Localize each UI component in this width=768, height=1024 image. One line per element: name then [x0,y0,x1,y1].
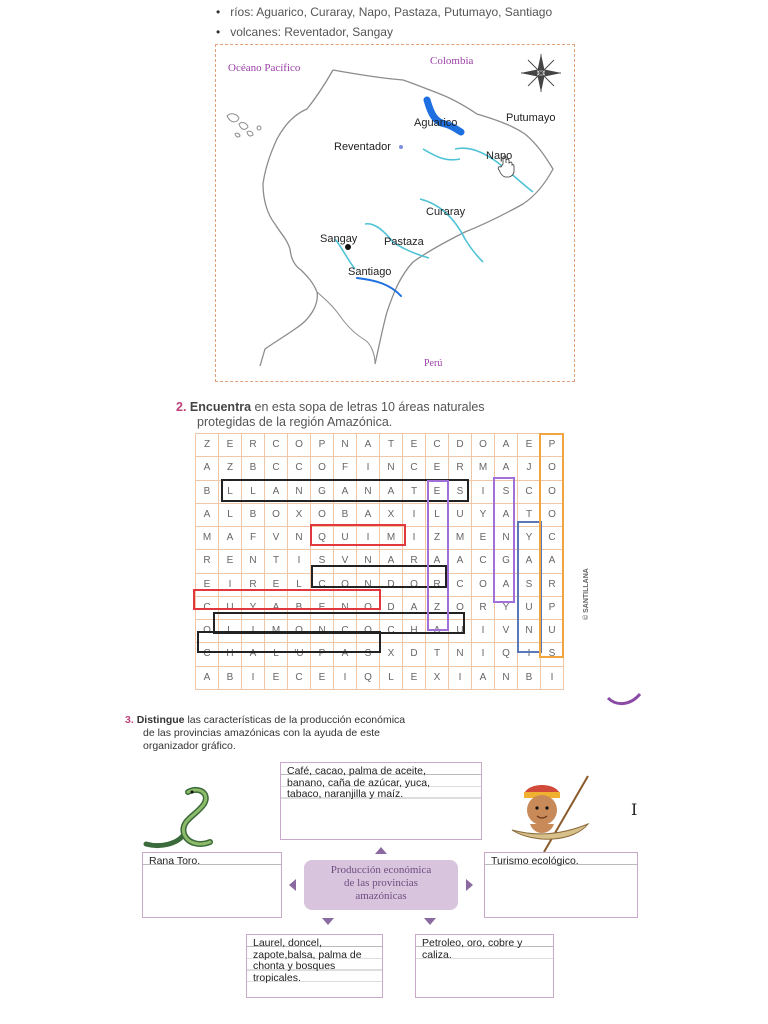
grid-cell: O [541,457,564,480]
grid-cell: C [380,620,403,643]
grid-cell: O [357,597,380,620]
grid-cell: R [196,550,219,573]
grid-cell: I [288,550,311,573]
grid-cell: L [219,504,242,527]
section3-title [125,714,405,753]
grid-cell: P [541,597,564,620]
box-forestry-text [247,935,382,987]
grid-cell: H [403,620,426,643]
grid-cell: N [311,620,334,643]
grid-cell: A [495,504,518,527]
compass-rose [521,54,561,92]
grid-cell: R [403,550,426,573]
grid-cell: I [242,667,265,690]
grid-cell: C [518,481,541,504]
box-forestry-line-3: chonta y bosques [253,960,336,972]
grid-cell: O [196,620,219,643]
arrow-down-right-icon [424,918,436,925]
grid-cell: I [472,620,495,643]
grid-cell: S [495,481,518,504]
grid-cell: L [288,574,311,597]
grid-cell: N [380,457,403,480]
grid-cell: Q [357,667,380,690]
grid-cell: C [334,620,357,643]
box-agriculture-text [281,763,481,804]
grid-cell: N [357,481,380,504]
box-mining [415,934,554,998]
arrow-up-icon [375,847,387,854]
center-topic-line-2: de las provincias [344,877,418,889]
grid-cell: R [242,434,265,457]
grid-cell: A [541,550,564,573]
grid-cell: Q [495,643,518,666]
grid-cell: A [426,620,449,643]
grid-cell: M [449,527,472,550]
grid-cell: R [472,597,495,620]
section2-title [176,400,485,430]
grid-cell: N [334,434,357,457]
section2-title-line2: protegidas de la región Amazónica. [197,415,393,429]
text-cursor-icon: I [631,800,638,819]
grid-cell: C [426,434,449,457]
section3-title-rest: las características de la producción económica [184,714,406,726]
grid-cell: T [403,481,426,504]
box-mining-line-1: Petroleo, oro, cobre y [422,937,523,949]
grid-cell: M [196,527,219,550]
grid-cell: C [472,550,495,573]
grid-cell: C [541,527,564,550]
arrow-right-icon [466,879,473,891]
southern-border [317,292,375,364]
grid-cell: A [357,504,380,527]
grid-cell: N [334,597,357,620]
grid-cell: I [334,667,357,690]
grid-cell: V [265,527,288,550]
grid-cell: T [265,550,288,573]
grid-cell: B [242,504,265,527]
grid-cell: N [495,527,518,550]
grid-cell: Z [426,597,449,620]
grid-cell: B [219,667,242,690]
grid-cell: E [219,434,242,457]
grid-cell: U [219,597,242,620]
word-search-grid [195,433,564,690]
grid-cell: R [541,574,564,597]
grid-cell: A [495,457,518,480]
grid-cell: A [265,481,288,504]
grid-cell: B [518,667,541,690]
grid-cell: P [541,434,564,457]
grid-cell: N [449,643,472,666]
grid-cell: A [196,667,219,690]
box-forestry [246,934,383,998]
grid-cell: D [449,434,472,457]
grid-cell: E [265,667,288,690]
grid-cell: R [242,574,265,597]
grid-cell: H [219,643,242,666]
grid-cell: C [265,434,288,457]
grid-cell: E [472,527,495,550]
reventador-marker [399,145,403,149]
grid-cell: C [265,457,288,480]
grid-cell: 'U [288,643,311,666]
grid-cell: E [196,574,219,597]
map-label-colombia: Colombia [430,55,474,67]
grid-cell: E [219,550,242,573]
grid-cell: O [449,597,472,620]
map-label-napo: Napo [486,150,513,162]
grid-cell: S [357,643,380,666]
grid-cell: A [196,504,219,527]
grid-cell: E [403,434,426,457]
grid-cell: I [403,504,426,527]
grid-cell: L [219,481,242,504]
grid-cell: X [380,504,403,527]
grid-cell: L [380,667,403,690]
grid-cell: O [311,504,334,527]
grid-cell: S [541,643,564,666]
grid-cell: A [334,481,357,504]
box-mining-line-2: caliza. [422,948,452,961]
center-topic-line-3: amazónicas [355,890,407,902]
grid-cell: E [403,667,426,690]
grid-cell: I [541,667,564,690]
grid-cell: A [495,434,518,457]
grid-cell: O [357,620,380,643]
grid-cell: S [311,550,334,573]
grid-cell: I [518,643,541,666]
grid-cell: E [518,434,541,457]
grid-cell: E [426,457,449,480]
grid-cell: M [380,527,403,550]
center-topic-box [304,860,458,910]
grid-cell: N [242,550,265,573]
grid-cell: Z [426,527,449,550]
arrow-left-icon [289,879,296,891]
box-fauna [142,852,282,918]
map-label-pastaza: Pastaza [384,236,424,248]
arrow-down-left-icon [322,918,334,925]
center-topic-line-1: Producción económica [330,864,432,876]
grid-cell: Z [219,457,242,480]
grid-cell: A [495,574,518,597]
section3-title-line3: organizador gráfico. [143,740,236,752]
box-fauna-text: Rana Toro. [143,853,281,871]
grid-cell: Z [196,434,219,457]
section2-title-rest: en esta sopa de letras 10 áreas naturales [251,400,485,414]
map-label-santiago: Santiago [348,266,392,278]
grid-cell: J [518,457,541,480]
grid-cell: C [196,643,219,666]
grid-cell: O [541,481,564,504]
box-forestry-line-4: tropicales. [253,971,301,984]
grid-cell: C [288,667,311,690]
ecuador-map [215,44,575,382]
grid-cell: C [288,457,311,480]
grid-cell: A [219,527,242,550]
box-tourism [484,852,638,918]
section3-number: 3. [125,714,134,726]
box-agriculture-line-2: banano, caña de azúcar, yuca, [287,776,431,789]
box-agriculture [280,762,482,840]
grid-cell: X [288,504,311,527]
grid-cell: T [426,643,449,666]
grid-cell: U [541,620,564,643]
grid-cell: L [265,643,288,666]
grid-cell: L [242,481,265,504]
grid-cell: B [288,597,311,620]
grid-cell: D [380,574,403,597]
grid-cell: F [334,457,357,480]
grid-cell: A [357,434,380,457]
bullet-rivers: • ríos: Aguarico, Curaray, Napo, Pastaza, Putumayo, Santiago [216,2,552,22]
section2-title-bold: Encuentra [189,400,252,414]
box-mining-text [416,935,553,964]
grid-cell: A [518,550,541,573]
copyright-text: © SANTILLANA [583,568,590,620]
grid-cell: Y [495,597,518,620]
grid-cell: I [449,667,472,690]
map-label-sangay: Sangay [320,233,358,245]
grid-cell: P [311,434,334,457]
grid-cell: M [472,457,495,480]
map-label-curaray: Curaray [426,206,466,218]
galapagos-islands [227,114,261,137]
grid-cell: A [380,481,403,504]
map-label-putumayo: Putumayo [506,112,556,124]
grid-cell: O [311,457,334,480]
grid-cell: I [357,457,380,480]
river-napo-a [423,149,460,160]
grid-cell: V [495,620,518,643]
grid-cell: O [472,434,495,457]
grid-cell: E [265,574,288,597]
grid-cell: N [495,667,518,690]
grid-cell: G [495,550,518,573]
grid-cell: Y [242,597,265,620]
map-label-peru: Perú [424,358,443,369]
grid-cell: E [311,597,334,620]
child-illustration [504,772,600,854]
grid-cell: R [449,457,472,480]
grid-cell: L [426,504,449,527]
box-tourism-text: Turismo ecológico. [485,853,637,871]
grid-cell: U [449,504,472,527]
grid-cell: C [449,574,472,597]
grid-cell: D [403,643,426,666]
grid-cell: E [311,667,334,690]
grid-cell: I [403,527,426,550]
box-agriculture-line-1: Café, cacao, palma de aceite, [287,765,426,777]
grid-cell: I [219,574,242,597]
grid-cell: C [403,457,426,480]
grid-cell: U [334,527,357,550]
grid-cell: O [403,574,426,597]
grid-cell: N [288,527,311,550]
grid-cell: D [380,597,403,620]
grid-cell: X [426,667,449,690]
grid-cell: P [311,643,334,666]
grid-cell: O [288,434,311,457]
grid-cell: Y [518,527,541,550]
grid-cell: Y [472,504,495,527]
section2-number: 2. [176,400,187,414]
grid-cell: L [219,620,242,643]
grid-cell: T [380,434,403,457]
box-agriculture-line-3: tabaco, naranjilla y maíz. [287,788,404,800]
grid-cell: A [380,550,403,573]
grid-cell: B [242,457,265,480]
bullet-volcanoes: • volcanes: Reventador, Sangay [216,22,552,42]
grid-cell: N [518,620,541,643]
grid-cell: B [334,504,357,527]
grid-cell: X [380,643,403,666]
grid-cell: A [403,597,426,620]
grid-cell: S [449,481,472,504]
grid-cell: U [449,620,472,643]
grid-cell: N [357,550,380,573]
grid-cell: V [334,550,357,573]
grid-cell: T [518,504,541,527]
box-forestry-line-1: Laurel, doncel, [253,937,322,949]
section3-title-bold: Distingue [136,714,185,726]
grid-cell: I [357,527,380,550]
grid-cell: O [288,620,311,643]
grid-cell: I [472,481,495,504]
grid-cell: A [265,597,288,620]
map-label-reventador: Reventador [334,141,391,153]
grid-cell: O [265,504,288,527]
grid-cell: N [288,481,311,504]
grid-cell: A [334,643,357,666]
grid-cell: A [196,457,219,480]
grid-cell: A [426,550,449,573]
map-label-ocean: Océano Pacífico [228,62,301,74]
snake-illustration [140,780,220,852]
grid-cell: A [242,643,265,666]
grid-cell: I [242,620,265,643]
grid-cell: O [541,504,564,527]
grid-cell: I [472,643,495,666]
grid-cell: S [518,574,541,597]
grid-cell: F [242,527,265,550]
box-forestry-line-2: zapote,balsa, palma de [253,948,362,961]
grid-cell: O [334,574,357,597]
grid-cell: G [311,481,334,504]
grid-cell: M [265,620,288,643]
grid-cell: Q [311,527,334,550]
grid-cell: C [196,597,219,620]
grid-cell: N [357,574,380,597]
grid-cell: B [196,481,219,504]
grid-cell: E [426,481,449,504]
grid-cell: A [472,667,495,690]
bullet-list [216,2,552,42]
grid-cell: C [311,574,334,597]
grid-cell: O [472,574,495,597]
grid-cell: U [518,597,541,620]
grid-cell: R [426,574,449,597]
section3-title-line2: de las provincias amazónicas con la ayuda de este [143,727,380,739]
map-label-aguarico: Aguarico [414,117,458,129]
purple-curve-decoration [604,690,644,710]
grid-cell: A [449,550,472,573]
